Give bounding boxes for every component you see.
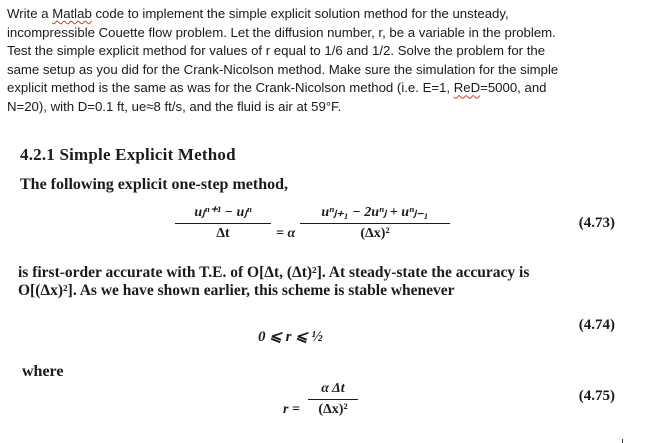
fraction-bar [175,223,271,224]
accuracy-paragraph [18,264,618,300]
eq475-fraction [308,381,358,418]
eq475-denominator: (Δx)² [318,402,348,417]
fraction-bar [308,399,358,400]
eq473-rhs-denominator: (Δx)² [360,226,390,241]
eq475-lhs: r = [283,402,300,417]
scan-artifact-mark [622,439,623,443]
section-title: 4.2.1 Simple Explicit Method [20,145,236,164]
prompt-line-6: N=20), with D=0.1 ft, ue≈8 ft/s, and the fluid is air at 59°F. [7,98,342,114]
eq473-lhs-denominator: Δt [216,226,230,241]
eq473-rhs-numerator: uⁿⱼ₊₁ − 2uⁿⱼ + uⁿⱼ₋₁ [321,205,429,220]
prompt-line-3: Test the simple explicit method for values of r equal to 1/6 and 1/2. Solve the problem for the [7,43,546,59]
where-label: where [22,363,64,380]
prompt-line-2: incompressible Couette flow problem. Let the diffusion number, r, be a variable in the problem. [7,24,556,40]
eq475-numerator: α Δt [321,381,345,396]
textbook-excerpt [0,140,645,442]
eq473-equals-alpha: = α [276,226,296,241]
prompt-line-1: Write a Matlab code to implement the simple explicit solution method for the unsteady, [7,6,509,21]
paragraph-line-2: O[(Δx)²]. As we have shown earlier, this scheme is stable whenever [18,282,455,299]
prompt-line-4: same setup as you did for the Crank-Nicolson method. Make sure the simulation for the simple [7,61,559,77]
eq474-number: (4.74) [578,317,615,333]
paragraph-line-1: is first-order accurate with T.E. of O[Δt, (Δt)²]. At steady-state the accuracy is [18,264,530,281]
spellcheck-word-red: ReD [453,80,481,96]
spellcheck-word-matlab: Matlab [52,6,92,21]
question-prompt [7,5,639,117]
prompt-line-5: explicit method is the same as was for the Crank-Nicolson method (i.e. E=1, ReD=5000, and [7,80,547,96]
eq473-lhs-numerator: uⱼⁿ⁺¹ − uⱼⁿ [194,205,252,220]
eq474-expression: 0 ⩽ r ⩽ ½ [258,329,323,345]
eq473-rhs-fraction [300,204,450,242]
fraction-bar [300,223,450,224]
eq473-lhs-fraction [175,204,271,242]
eq475-number: (4.75) [578,388,615,404]
intro-text: The following explicit one-step method, [20,176,288,193]
eq473-number: (4.73) [578,215,615,231]
